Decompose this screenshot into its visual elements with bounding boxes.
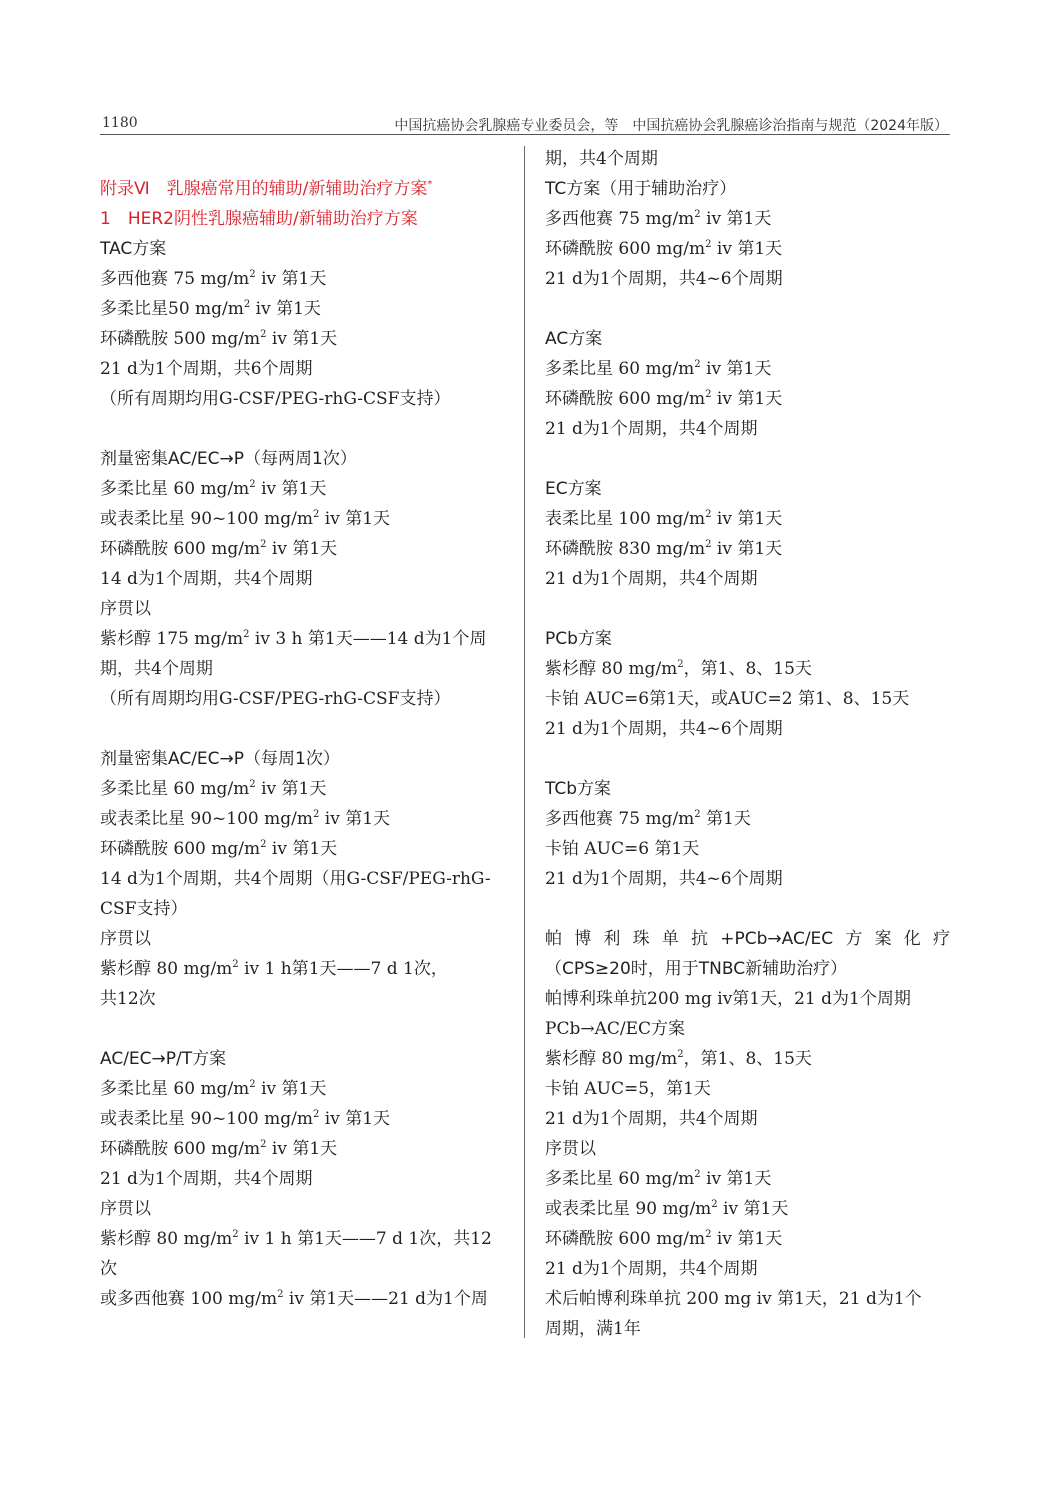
text-line: 环磷酰胺 500 $mg/m^2$ iv 第1天 bbox=[100, 329, 338, 349]
regimen-title: TC方案（用于辅助治疗） bbox=[545, 179, 737, 199]
blank-line bbox=[545, 744, 950, 774]
regimen-title: AC方案 bbox=[545, 329, 603, 349]
regimen-title: AC/EC→P/T方案 bbox=[100, 1049, 227, 1069]
text-line: 环磷酰胺 830 $mg/m^2$ iv 第1天 bbox=[545, 539, 783, 559]
blank-line bbox=[100, 144, 510, 174]
text-line: 或表柔比星 90~100 $mg/m^2$ iv 第1天 bbox=[100, 1109, 391, 1129]
text-line: 环磷酰胺 600 $mg/m^2$ iv 第1天 bbox=[100, 1139, 338, 1159]
regimen-title: PCb方案 bbox=[545, 629, 612, 649]
text-line: 期，共4个周期 bbox=[545, 149, 658, 169]
text-line: 14 d为1个周期，共4个周期（用G-CSF/PEG-rhG- bbox=[100, 869, 491, 889]
text-line: 表柔比星 100 $mg/m^2$ iv 第1天 bbox=[545, 509, 783, 529]
regimen-title: TAC方案 bbox=[100, 239, 167, 259]
text-line: 环磷酰胺 600 $mg/m^2$ iv 第1天 bbox=[100, 539, 338, 559]
text-line: 环磷酰胺 600 $mg/m^2$ iv 第1天 bbox=[545, 239, 783, 259]
text-line: PCb→AC/EC方案 bbox=[545, 1019, 686, 1039]
blank-line bbox=[545, 294, 950, 324]
text-line: 多柔比星 60 $mg/m^2$ iv 第1天 bbox=[100, 779, 327, 799]
text-line: 卡铂 AUC=5，第1天 bbox=[545, 1079, 711, 1099]
text-line: 周期，满1年 bbox=[545, 1319, 641, 1339]
text-line: 多柔比星 60 $mg/m^2$ iv 第1天 bbox=[545, 359, 772, 379]
regimen-title: TCb方案 bbox=[545, 779, 612, 799]
text-line: 多西他赛 75 $mg/m^2$ iv 第1天 bbox=[100, 269, 327, 289]
regimen-subtitle: （CPS≥20时，用于TNBC新辅助治疗） bbox=[545, 959, 848, 979]
text-line: CSF支持） bbox=[100, 899, 188, 919]
text-line: 术后帕博利珠单抗 200 mg iv 第1天，21 d为1个 bbox=[545, 1289, 922, 1309]
text-line: 多西他赛 75 $mg/m^2$ 第1天 bbox=[545, 809, 751, 829]
blank-line bbox=[545, 594, 950, 624]
appendix-title: 附录Ⅵ 乳腺癌常用的辅助/新辅助治疗方案* bbox=[100, 179, 433, 199]
text-line: 序贯以 bbox=[100, 599, 151, 619]
text-line: 或表柔比星 90 $mg/m^2$ iv 第1天 bbox=[545, 1199, 789, 1219]
text-line: 卡铂 AUC=6 第1天 bbox=[545, 839, 700, 859]
text-line: 21 d为1个周期，共4个周期 bbox=[545, 1109, 758, 1129]
regimen-title: 帕博利珠单抗+PCb→AC/EC方案化疗 bbox=[545, 929, 950, 949]
blank-line bbox=[545, 894, 950, 924]
blank-line bbox=[100, 414, 510, 444]
text-line: 紫杉醇 80 $mg/m^2$ iv 1 h 第1天——7 d 1次，共12 bbox=[100, 1229, 492, 1249]
text-line: 多柔比星50 $mg/m^2$ iv 第1天 bbox=[100, 299, 321, 319]
text-line: 21 d为1个周期，共4个周期 bbox=[545, 569, 758, 589]
text-line: 紫杉醇 80 $mg/m^2$，第1、8、15天 bbox=[545, 1049, 812, 1069]
blank-line bbox=[100, 714, 510, 744]
text-line: 多柔比星 60 $mg/m^2$ iv 第1天 bbox=[100, 1079, 327, 1099]
text-line: 共12次 bbox=[100, 989, 156, 1009]
text-line: 紫杉醇 175 $mg/m^2$ iv 3 h 第1天——14 d为1个周 bbox=[100, 629, 487, 649]
text-line: 帕博利珠单抗200 mg iv第1天，21 d为1个周期 bbox=[545, 989, 911, 1009]
text-line: 21 d为1个周期，共4个周期 bbox=[100, 1169, 313, 1189]
running-title: 中国抗癌协会乳腺癌专业委员会，等 中国抗癌协会乳腺癌诊治指南与规范（2024年版） bbox=[394, 118, 948, 134]
text-line: 多西他赛 75 $mg/m^2$ iv 第1天 bbox=[545, 209, 772, 229]
text-line: 环磷酰胺 600 $mg/m^2$ iv 第1天 bbox=[100, 839, 338, 859]
page-number: 1180 bbox=[102, 115, 138, 131]
text-line: 或多西他赛 100 $mg/m^2$ iv 第1天——21 d为1个周 bbox=[100, 1289, 488, 1309]
text-line: 环磷酰胺 600 $mg/m^2$ iv 第1天 bbox=[545, 389, 783, 409]
text-line: 序贯以 bbox=[545, 1139, 596, 1159]
regimen-title: EC方案 bbox=[545, 479, 602, 499]
text-line: 21 d为1个周期，共6个周期 bbox=[100, 359, 313, 379]
text-line: 14 d为1个周期，共4个周期 bbox=[100, 569, 313, 589]
text-line: 次 bbox=[100, 1259, 117, 1279]
text-line: 环磷酰胺 600 $mg/m^2$ iv 第1天 bbox=[545, 1229, 783, 1249]
running-header bbox=[100, 112, 950, 136]
left-column bbox=[100, 144, 510, 1314]
text-line: 序贯以 bbox=[100, 929, 151, 949]
blank-line bbox=[545, 444, 950, 474]
regimen-title: 剂量密集AC/EC→P（每周1次） bbox=[100, 749, 340, 769]
text-line: 卡铂 AUC=6第1天，或AUC=2 第1、8、15天 bbox=[545, 689, 910, 709]
text-line: 紫杉醇 80 $mg/m^2$，第1、8、15天 bbox=[545, 659, 812, 679]
text-line: （所有周期均用G-CSF/PEG-rhG-CSF支持） bbox=[100, 389, 451, 409]
text-line: 21 d为1个周期，共4~6个周期 bbox=[545, 719, 783, 739]
text-line: 21 d为1个周期，共4~6个周期 bbox=[545, 269, 783, 289]
header-rule bbox=[100, 134, 950, 135]
text-line: 或表柔比星 90~100 $mg/m^2$ iv 第1天 bbox=[100, 509, 391, 529]
right-column bbox=[545, 144, 950, 1344]
text-line: 序贯以 bbox=[100, 1199, 151, 1219]
column-divider bbox=[524, 146, 525, 1338]
regimen-title: 剂量密集AC/EC→P（每两周1次） bbox=[100, 449, 357, 469]
text-line: 21 d为1个周期，共4个周期 bbox=[545, 419, 758, 439]
blank-line bbox=[100, 1014, 510, 1044]
text-line: 紫杉醇 80 $mg/m^2$ iv 1 h第1天——7 d 1次， bbox=[100, 959, 448, 979]
text-line: （所有周期均用G-CSF/PEG-rhG-CSF支持） bbox=[100, 689, 451, 709]
text-line: 多柔比星 60 $mg/m^2$ iv 第1天 bbox=[545, 1169, 772, 1189]
section-heading: 1 HER2阴性乳腺癌辅助/新辅助治疗方案 bbox=[100, 209, 418, 229]
text-line: 多柔比星 60 $mg/m^2$ iv 第1天 bbox=[100, 479, 327, 499]
text-line: 期，共4个周期 bbox=[100, 659, 213, 679]
text-line: 或表柔比星 90~100 $mg/m^2$ iv 第1天 bbox=[100, 809, 391, 829]
text-line: 21 d为1个周期，共4~6个周期 bbox=[545, 869, 783, 889]
text-line: 21 d为1个周期，共4个周期 bbox=[545, 1259, 758, 1279]
